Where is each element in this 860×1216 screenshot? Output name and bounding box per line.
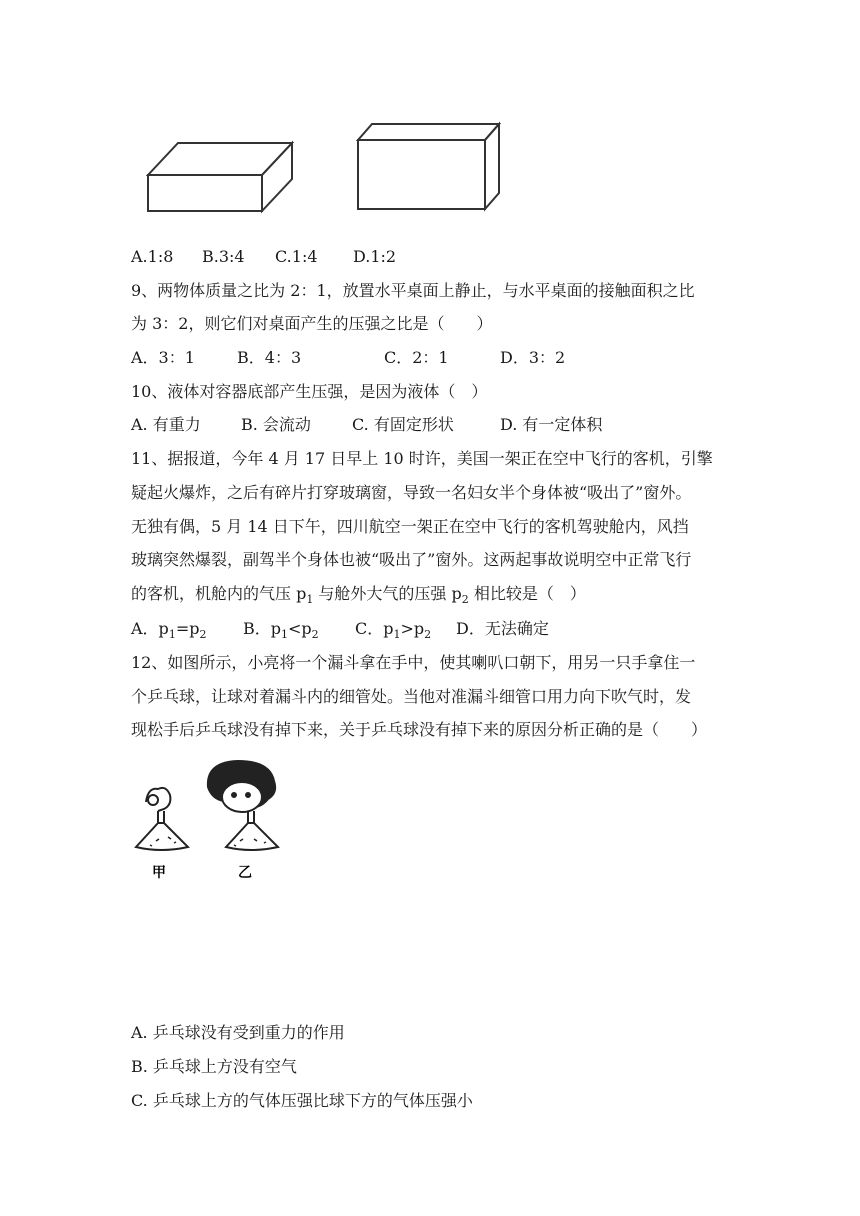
q9-option-c[interactable]: C．2：1 xyxy=(384,348,449,367)
q11-option-c[interactable]: C．$p_1>p_2$ xyxy=(355,619,432,642)
q11-option-d[interactable]: D．无法确定 xyxy=(456,619,549,638)
q11-option-a[interactable]: A．$p_1=p_2$ xyxy=(131,619,207,642)
q11-question-line1: 11、据报道，今年 4 月 17 日早上 10 时许，美国一架正在空中飞行的客机，引擎 xyxy=(131,449,713,468)
q12-option-b[interactable]: B. 乒乓球上方没有空气 xyxy=(131,1057,297,1076)
q11-line5-sub1: 1 xyxy=(306,593,314,607)
q11-option-b[interactable]: B．$p_1<p_2$ xyxy=(243,619,319,642)
boxes-figure xyxy=(140,115,540,225)
figure-label-yi: 乙 xyxy=(238,865,252,881)
q10-option-b[interactable]: B. 会流动 xyxy=(241,415,311,434)
q11-line5-pre: 的客机，机舱内的气压 p xyxy=(131,584,307,603)
tall-box-shape xyxy=(358,124,499,209)
q10-question: 10、液体对容器底部产生压强，是因为液体（ ） xyxy=(131,382,488,401)
q8-options xyxy=(131,247,396,267)
q9-option-a[interactable]: A．3：1 xyxy=(131,348,195,367)
q10-option-d[interactable]: D. 有一定体积 xyxy=(500,415,603,434)
funnel-a-illustration xyxy=(136,788,188,850)
q11-question-line2: 疑起火爆炸，之后有碎片打穿玻璃窗，导致一名妇女半个身体被“吸出了”窗外。 xyxy=(131,483,692,502)
funnel-b-illustration xyxy=(208,761,278,850)
q11-line5-post: 相比较是（ ） xyxy=(468,584,586,603)
q8-option-c[interactable]: C.1:4 xyxy=(275,247,318,266)
q11-question-line3: 无独有偶，5 月 14 日下午，四川航空一架正在空中飞行的客机驾驶舱内，风挡 xyxy=(131,517,689,536)
q10-option-a[interactable]: A. 有重力 xyxy=(131,415,201,434)
q9-options xyxy=(131,348,565,368)
q11-question-line4: 玻璃突然爆裂，副驾半个身体也被“吸出了”窗外。这两起事故说明空中正常飞行 xyxy=(131,550,692,569)
q10-options xyxy=(131,415,602,435)
q9-option-b[interactable]: B．4：3 xyxy=(237,348,302,367)
q12-question-line3: 现松手后乒乓球没有掉下来，关于乒乓球没有掉下来的原因分析正确的是（ ） xyxy=(131,720,708,739)
q11-question-line5 xyxy=(131,584,586,610)
q11-line5-mid: 与舱外大气的压强 p xyxy=(313,584,462,603)
q10-option-c[interactable]: C. 有固定形状 xyxy=(352,415,454,434)
q12-question-line1: 12、如图所示，小亮将一个漏斗拿在手中，使其喇叭口朝下，用另一只手拿住一 xyxy=(131,653,696,672)
funnel-figure xyxy=(128,757,308,887)
q11-options xyxy=(131,619,549,645)
q12-option-c[interactable]: C. 乒乓球上方的气体压强比球下方的气体压强小 xyxy=(131,1091,473,1110)
q9-question-line1: 9、两物体质量之比为 2：1，放置水平桌面上静止，与水平桌面的接触面积之比 xyxy=(131,281,695,300)
figure-label-jia: 甲 xyxy=(152,865,166,881)
flat-box-shape xyxy=(148,143,292,211)
q12-option-a[interactable]: A. 乒乓球没有受到重力的作用 xyxy=(131,1023,345,1042)
q9-option-d[interactable]: D．3：2 xyxy=(500,348,566,367)
q9-question-line2: 为 3：2，则它们对桌面产生的压强之比是（ ） xyxy=(131,314,493,333)
q8-option-d[interactable]: D.1:2 xyxy=(353,247,397,266)
q11-line5-sub2: 2 xyxy=(461,593,469,607)
q8-option-b[interactable]: B.3:4 xyxy=(202,247,245,266)
q8-option-a[interactable]: A.1:8 xyxy=(131,247,174,266)
q12-question-line2: 个乒乓球，让球对着漏斗内的细管处。当他对准漏斗细管口用力向下吹气时，发 xyxy=(131,687,692,706)
